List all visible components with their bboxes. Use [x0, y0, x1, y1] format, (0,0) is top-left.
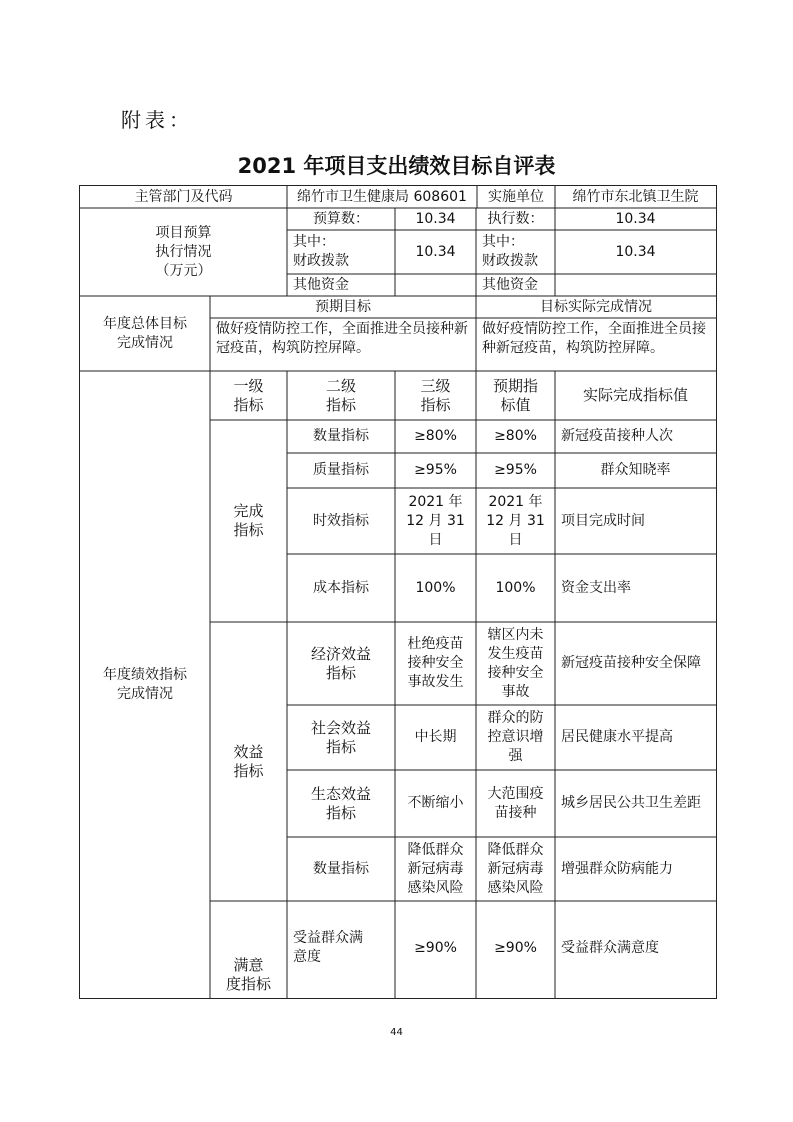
col-actual-header: 实际完成指标值: [582, 386, 688, 404]
row-level3: 中长期: [414, 729, 457, 745]
row-expected: 降低群众 新冠病毒 感染风险: [487, 841, 544, 896]
row-level3: 2021 年 12 月 31 日: [406, 493, 465, 548]
col-level3-header: 三级 指标: [420, 376, 451, 414]
budget-label: 项目预算 执行情况 （万元）: [155, 224, 212, 279]
row-expected: ≥90%: [494, 940, 537, 956]
col-level2-header: 二级 指标: [325, 376, 356, 414]
row-actual: 受益群众满意度: [561, 940, 659, 956]
appendix-label: 附表：: [121, 108, 193, 132]
row-level3: 100%: [415, 579, 456, 596]
group-completion: 完成 指标: [233, 502, 264, 539]
row-level2: 数量指标: [313, 428, 369, 444]
row-level2: 生态效益 指标: [310, 784, 371, 822]
row-expected: 大范围疫 苗接种: [487, 785, 544, 821]
row-actual: 增强群众防病能力: [561, 860, 673, 877]
row-expected: 100%: [495, 579, 536, 596]
page-title: 2021 年项目支出绩效目标自评表: [237, 154, 556, 178]
row-level3: 降低群众 新冠病毒 感染风险: [407, 841, 464, 896]
row-level2: 成本指标: [313, 579, 369, 596]
group-benefit: 效益 指标: [233, 742, 264, 780]
budget-num-label: 预算数：: [313, 210, 369, 227]
row-actual: 新冠疫苗接种安全保障: [561, 655, 701, 671]
group-satisfaction: 满意 度指标: [225, 956, 271, 993]
row-level3: ≥80%: [414, 428, 457, 444]
fiscal-exec-value: 10.34: [615, 243, 656, 260]
row-actual: 城乡居民公共卫生差距: [561, 795, 701, 811]
expected-goal-header: 预期目标: [315, 298, 371, 315]
dept-value: 绵竹市卫生健康局 608601: [297, 188, 467, 205]
exec-num-label: 执行数：: [487, 210, 544, 227]
row-actual: 项目完成时间: [561, 512, 645, 529]
row-expected: ≥80%: [494, 428, 537, 444]
row-actual: 群众知晓率: [600, 462, 671, 478]
expected-goal-text: 做好疫情防控工作，全面推进全员接种新冠疫苗，构筑防控屏障。: [216, 321, 468, 356]
fiscal-label: 其中： 财政拨款: [293, 234, 349, 269]
row-level2: 质量指标: [313, 462, 369, 478]
row-level3: ≥95%: [414, 462, 457, 478]
annual-goal-label: 年度总体目标 完成情况: [103, 315, 187, 351]
row-expected: 群众的防 控意识增 强: [487, 710, 544, 764]
row-expected: 辖区内未 发生疫苗 接种安全 事故: [487, 626, 544, 700]
row-level3: 不断缩小: [407, 795, 464, 811]
row-level2: 经济效益 指标: [310, 644, 371, 682]
row-expected: ≥95%: [494, 462, 537, 478]
actual-goal-text: 做好疫情防控工作，全面推进全员接种新冠疫苗，构筑防控屏障。: [482, 321, 706, 356]
fiscal-exec-label: 其中： 财政拨款: [482, 234, 538, 269]
col-expected-header: 预期指 标值: [492, 376, 538, 414]
indicators-label: 年度绩效指标 完成情况: [103, 666, 187, 702]
row-level3: 杜绝疫苗 接种安全 事故发生: [407, 636, 464, 690]
impl-label: 实施单位: [488, 188, 544, 205]
row-actual: 居民健康水平提高: [561, 729, 673, 745]
row-actual: 资金支出率: [561, 579, 631, 596]
row-expected: 2021 年 12 月 31 日: [486, 493, 545, 548]
page-number: 44: [390, 1027, 403, 1038]
row-actual: 新冠疫苗接种人次: [561, 428, 673, 444]
row-level3: ≥90%: [414, 940, 457, 956]
impl-value: 绵竹市东北镇卫生院: [572, 188, 699, 205]
row-level2: 数量指标: [313, 860, 369, 877]
budget-num-value: 10.34: [415, 210, 456, 227]
row-level2: 受益群众满 意度: [293, 930, 363, 965]
other-funds-exec-label: 其他资金: [482, 276, 538, 293]
row-level2: 时效指标: [313, 512, 369, 529]
exec-num-value: 10.34: [615, 210, 656, 227]
actual-goal-header: 目标实际完成情况: [540, 298, 652, 315]
other-funds-label: 其他资金: [293, 276, 349, 293]
col-level1-header: 一级 指标: [233, 376, 264, 414]
fiscal-budget-value: 10.34: [415, 243, 456, 260]
dept-label: 主管部门及代码: [134, 188, 233, 205]
row-level2: 社会效益 指标: [310, 718, 371, 756]
